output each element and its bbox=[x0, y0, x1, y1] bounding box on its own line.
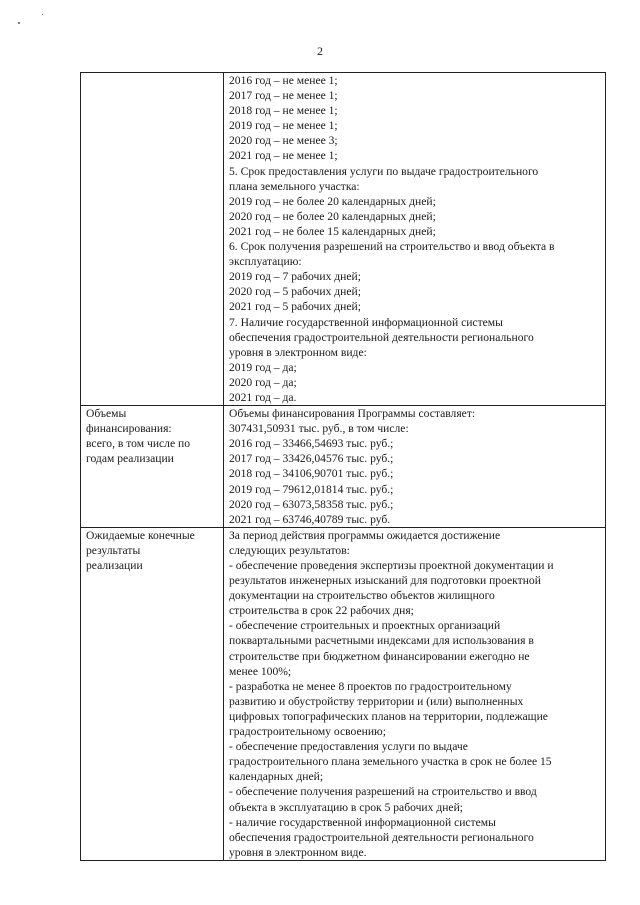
row-content-line: - наличие государственной информационной системы bbox=[229, 815, 496, 829]
row-content-line: 2021 год – не более 15 календарных дней; bbox=[229, 224, 436, 238]
row-content-line: 2019 год – 7 рабочих дней; bbox=[229, 270, 361, 284]
row-content-line: 2020 год – 5 рабочих дней; bbox=[229, 285, 361, 299]
row-content-cell bbox=[224, 527, 606, 860]
row-content-line: 2020 год – не более 20 календарных дней; bbox=[229, 209, 436, 223]
row-label-line: Ожидаемые конечные bbox=[86, 528, 195, 542]
row-content-line: следующих результатов: bbox=[229, 543, 350, 557]
row-content-line: 2017 год – не менее 1; bbox=[229, 89, 338, 103]
row-content-line: - обеспечение проведения экспертизы проектной документации и bbox=[229, 559, 554, 572]
row-content-line: градостроительному освоению; bbox=[229, 725, 386, 739]
row-content-line: 2019 год – 79612,01814 тыс. руб.; bbox=[229, 482, 394, 496]
row-content-line: объекта в эксплуатацию в срок 5 рабочих дней; bbox=[229, 800, 464, 814]
scan-speck bbox=[42, 14, 43, 15]
row-content-line: 2018 год – 34106,90701 тыс. руб.; bbox=[229, 467, 394, 481]
row-content-line: плана земельного участка: bbox=[229, 179, 360, 193]
row-content-line: результатов инженерных изысканий для подготовки проектной bbox=[229, 574, 541, 588]
row-content-line: 2019 год – не менее 1; bbox=[229, 119, 338, 133]
row-content-line: строительства в срок 22 рабочих дня; bbox=[229, 604, 414, 618]
row-content-line: 2021 год – да. bbox=[229, 390, 297, 404]
row-content-line: 2020 год – да; bbox=[229, 375, 297, 389]
row-content-line: цифровых топографических планов на территории, подлежащие bbox=[229, 709, 548, 723]
row-label-line: Объемы bbox=[86, 407, 127, 421]
row-content-line: строительстве при бюджетном финансировании ежегодно не bbox=[229, 649, 530, 663]
row-label-cell bbox=[81, 406, 224, 528]
row-content-line: Объемы финансирования Программы составляет: bbox=[229, 407, 476, 421]
row-content-line: 307431,50931 тыс. руб., в том числе: bbox=[229, 422, 409, 436]
row-content-line: 2016 год – 33466,54693 тыс. руб.; bbox=[229, 437, 394, 451]
row-label-line: финансирования: bbox=[86, 422, 172, 436]
row-content-cell bbox=[224, 406, 606, 528]
row-content-line: За период действия программы ожидается достижение bbox=[229, 528, 501, 542]
row-content-line: - разработка не менее 8 проектов по градостроительному bbox=[229, 679, 512, 693]
program-passport-table bbox=[80, 72, 606, 861]
row-content-line: 2021 год – 5 рабочих дней; bbox=[229, 300, 361, 314]
table-row bbox=[81, 406, 606, 528]
scan-speck bbox=[18, 22, 20, 24]
row-content-line: 2017 год – 33426,04576 тыс. руб.; bbox=[229, 452, 394, 466]
row-content-line: эксплуатацию: bbox=[229, 255, 302, 269]
row-content-line: 2021 год – 63746,40789 тыс. руб. bbox=[229, 512, 391, 526]
row-content-line: поквартальными расчетными индексами для использования в bbox=[229, 634, 534, 648]
row-label-line: реализации bbox=[86, 559, 143, 572]
row-content-line: - обеспечение предоставления услуги по выдаче bbox=[229, 740, 468, 754]
row-label-line: всего, в том числе по bbox=[86, 437, 191, 451]
row-content-line: - обеспечение получения разрешений на строительство и ввод bbox=[229, 785, 537, 799]
table-row bbox=[81, 527, 606, 860]
table-row bbox=[81, 73, 606, 406]
row-content-line: развитию и обустройству территории и (или) выполненных bbox=[229, 694, 524, 708]
row-content-line: документации на строительство объектов жилищного bbox=[229, 589, 495, 603]
row-content-line: обеспечения градостроительной деятельности регионального bbox=[229, 830, 534, 844]
row-content-line: 2020 год – 63073,58358 тыс. руб.; bbox=[229, 497, 394, 511]
row-content-cell bbox=[224, 73, 606, 406]
row-content-line: менее 100%; bbox=[229, 664, 292, 678]
row-content-line: 2020 год – не менее 3; bbox=[229, 134, 338, 148]
row-content-line: градостроительного плана земельного участка в срок не более 15 bbox=[229, 755, 552, 769]
row-content-line: - обеспечение строительных и проектных организаций bbox=[229, 619, 501, 633]
page-number: 2 bbox=[317, 44, 323, 58]
row-content-line: 6. Срок получения разрешений на строительство и ввод объекта в bbox=[229, 240, 555, 254]
row-label-line: годам реализации bbox=[86, 452, 174, 466]
row-label-line: результаты bbox=[86, 543, 141, 557]
row-content-line: 2018 год – не менее 1; bbox=[229, 104, 338, 118]
row-content-line: 2016 год – не менее 1; bbox=[229, 74, 338, 87]
row-content-line: 2019 год – да; bbox=[229, 360, 297, 374]
row-content-line: 2021 год – не менее 1; bbox=[229, 149, 338, 163]
row-content-line: 2019 год – не более 20 календарных дней; bbox=[229, 194, 436, 208]
row-content-line: 5. Срок предоставления услуги по выдаче градостроительного bbox=[229, 164, 539, 178]
row-label-cell bbox=[81, 73, 224, 406]
row-content-line: 7. Наличие государственной информационной системы bbox=[229, 315, 503, 329]
row-content-line: уровня в электронном виде. bbox=[229, 845, 367, 859]
row-content-line: календарных дней; bbox=[229, 770, 324, 784]
row-label-cell bbox=[81, 527, 224, 860]
row-content-line: обеспечения градостроительной деятельности регионального bbox=[229, 330, 534, 344]
row-content-line: уровня в электронном виде: bbox=[229, 345, 367, 359]
